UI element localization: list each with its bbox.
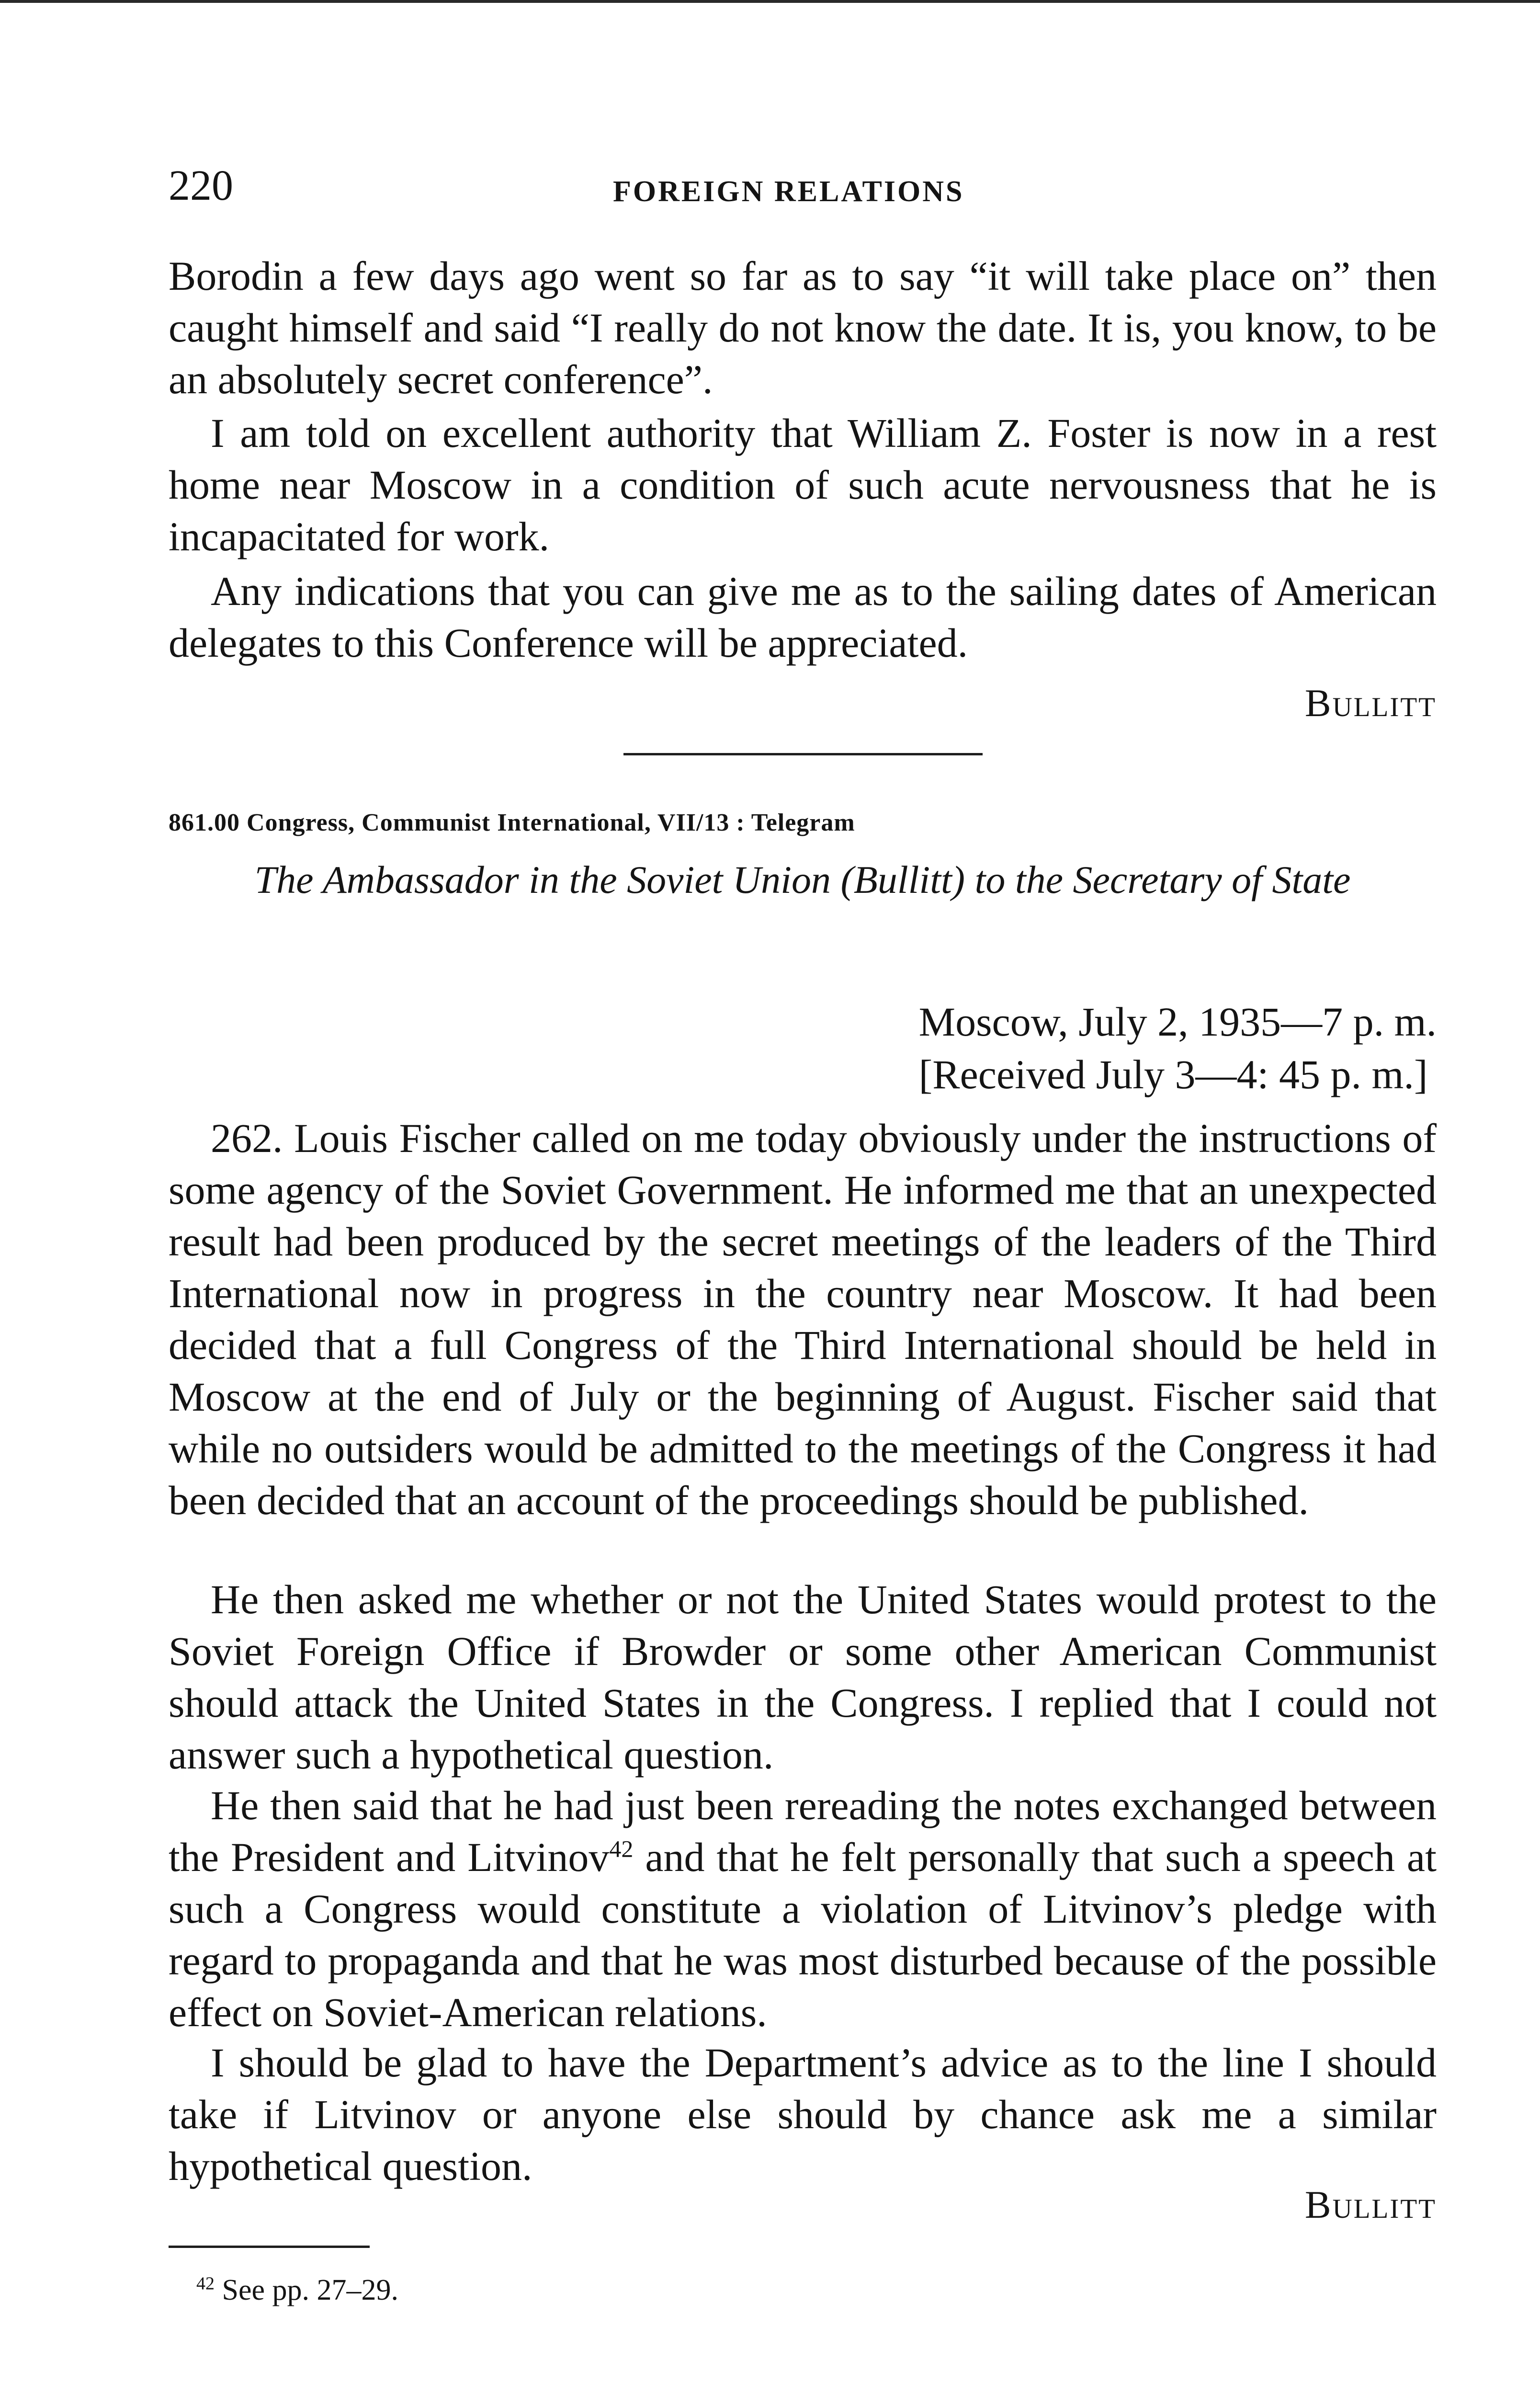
page-top-edge [0, 0, 1540, 3]
running-head: FOREIGN RELATIONS [613, 175, 964, 208]
section-divider [623, 753, 983, 755]
signature-first: Bullitt [1304, 681, 1437, 725]
received-line: [Received July 3—4: 45 p. m.] [918, 1051, 1428, 1097]
telegram-paragraph-3 [169, 1779, 1437, 2038]
footnote-number: 42 [196, 2273, 215, 2294]
telegram-paragraph-1: 262. Louis Fischer called on me today obviously under the instructions of some agency of the Soviet Government. He informed me that an unexpected result had been produced by the secret meetings of the leaders of the Third International now in progress in the country near Moscow. It had been decided that a full Congress of the Third International should be held in Moscow at the end of July or the beginning of August. Fischer said that while no outsiders would be admitted to the meetings of the Congress it had been decided that an account of the proceedings should be published. [169, 1115, 1437, 1523]
footnote-text: See pp. 27–29. [215, 2274, 399, 2306]
dateline-block [919, 995, 1437, 1101]
dateline: Moscow, July 2, 1935—7 p. m. [918, 999, 1437, 1045]
telegram-paragraph-3-end: and that he felt personally that such a speech at such a Congress would constitute a violation of Litvinov’s pledge with regard to propaganda and that he was most disturbed because of the possible effect on Soviet-American relations. [169, 1834, 1437, 2035]
signature-second: Bullitt [1304, 2183, 1437, 2226]
footnote-reference: 42 [609, 1835, 634, 1862]
footnote [196, 2273, 398, 2307]
footnote-divider [169, 2246, 370, 2248]
telegram-paragraph-3-start: He then said that he had just been rereading the notes exchanged between the President and Litvinov [169, 1782, 1437, 1880]
continuation-paragraph-1: Borodin a few days ago went so far as to say “it will take place on” then caught himself and said “I really do not know the date. It is, you know, to be an absolutely secret conference”. [169, 253, 1437, 402]
continuation-paragraph-2: I am told on excellent authority that William Z. Foster is now in a rest home near Moscow in a condition of such acute nervousness that he is incapacitated for work. [169, 410, 1437, 559]
telegram-paragraph-2: He then asked me whether or not the United States would protest to the Soviet Foreign Office if Browder or some other American Communist should attack the United States in the Congress. I replied that I could not answer such a hypothetical question. [169, 1576, 1437, 1778]
document-title: The Ambassador in the Soviet Union (Bullitt) to the Secretary of State [254, 858, 1351, 901]
continuation-paragraph-3: Any indications that you can give me as to the sailing dates of American delegates to this Conference will be appreciated. [169, 568, 1437, 666]
page-number: 220 [169, 162, 233, 209]
telegram-paragraph-4: I should be glad to have the Department’s advice as to the line I should take if Litvinov or anyone else should by chance ask me a similar hypothetical question. [169, 2040, 1437, 2189]
file-reference: 861.00 Congress, Communist International, VII/13 : Telegram [169, 809, 855, 836]
